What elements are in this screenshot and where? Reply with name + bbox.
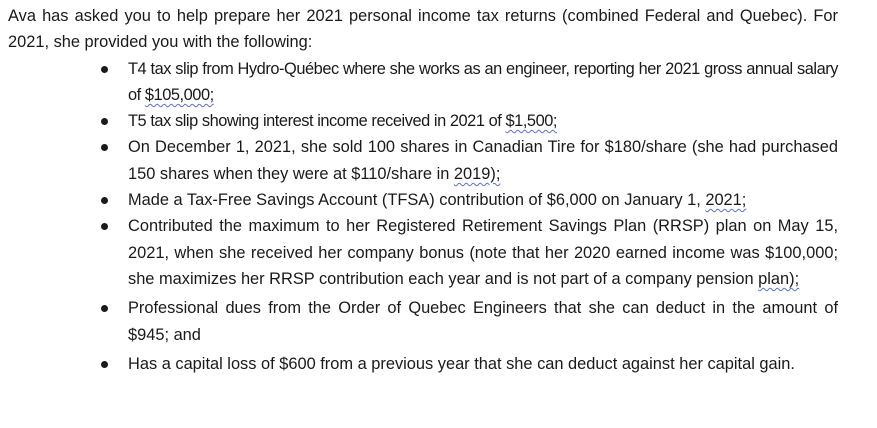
list-item-tfsa [8,187,838,213]
flagged-text: $1,500; [505,112,558,131]
list-item-t4-slip [8,56,838,109]
flagged-text: plan); [758,269,800,288]
flagged-text: $105,000; [144,85,214,104]
provided-items-list [8,56,838,378]
flagged-text: 2019); [453,164,501,183]
flagged-text: 2021; [705,191,747,210]
list-item-t5-slip [8,108,838,134]
list-item-share-sale [8,134,838,187]
list-item-text: On December 1, 2021, she sold 100 shares in Canadian Tire for $180/share (she had purchased 150 shares when they were at $110/share in [128,138,838,183]
list-item-text: T4 tax slip from Hydro-Québec where she works as an engineer, reporting her 2021 gross annual salary of [128,59,838,104]
list-item-text: Contributed the maximum to her Registered Retirement Savings Plan (RRSP) plan on May 15, 2021, when she received her company bonus (note that her 2020 earned income was $100,000; she maximizes her RRSP contribution each year and is not part of a company pension [128,217,838,288]
list-item-text: Professional dues from the Order of Quebec Engineers that she can deduct in the amount of $945; and [128,299,838,344]
list-item-professional-dues [8,295,838,348]
list-item-capital-loss [8,351,838,377]
list-item-rrsp [8,213,838,292]
list-item-text: T5 tax slip showing interest income received in 2021 of [128,112,506,131]
list-item-text: Made a Tax-Free Savings Account (TFSA) contribution of $6,000 on January 1, [128,191,706,210]
intro-paragraph: Ava has asked you to help prepare her 2021 personal income tax returns (combined Federal and Quebec). For 2021, she provided you with the following: [8,7,838,52]
list-item-text: Has a capital loss of $600 from a previous year that she can deduct against her capital gain. [128,354,795,373]
document-body [8,3,838,377]
